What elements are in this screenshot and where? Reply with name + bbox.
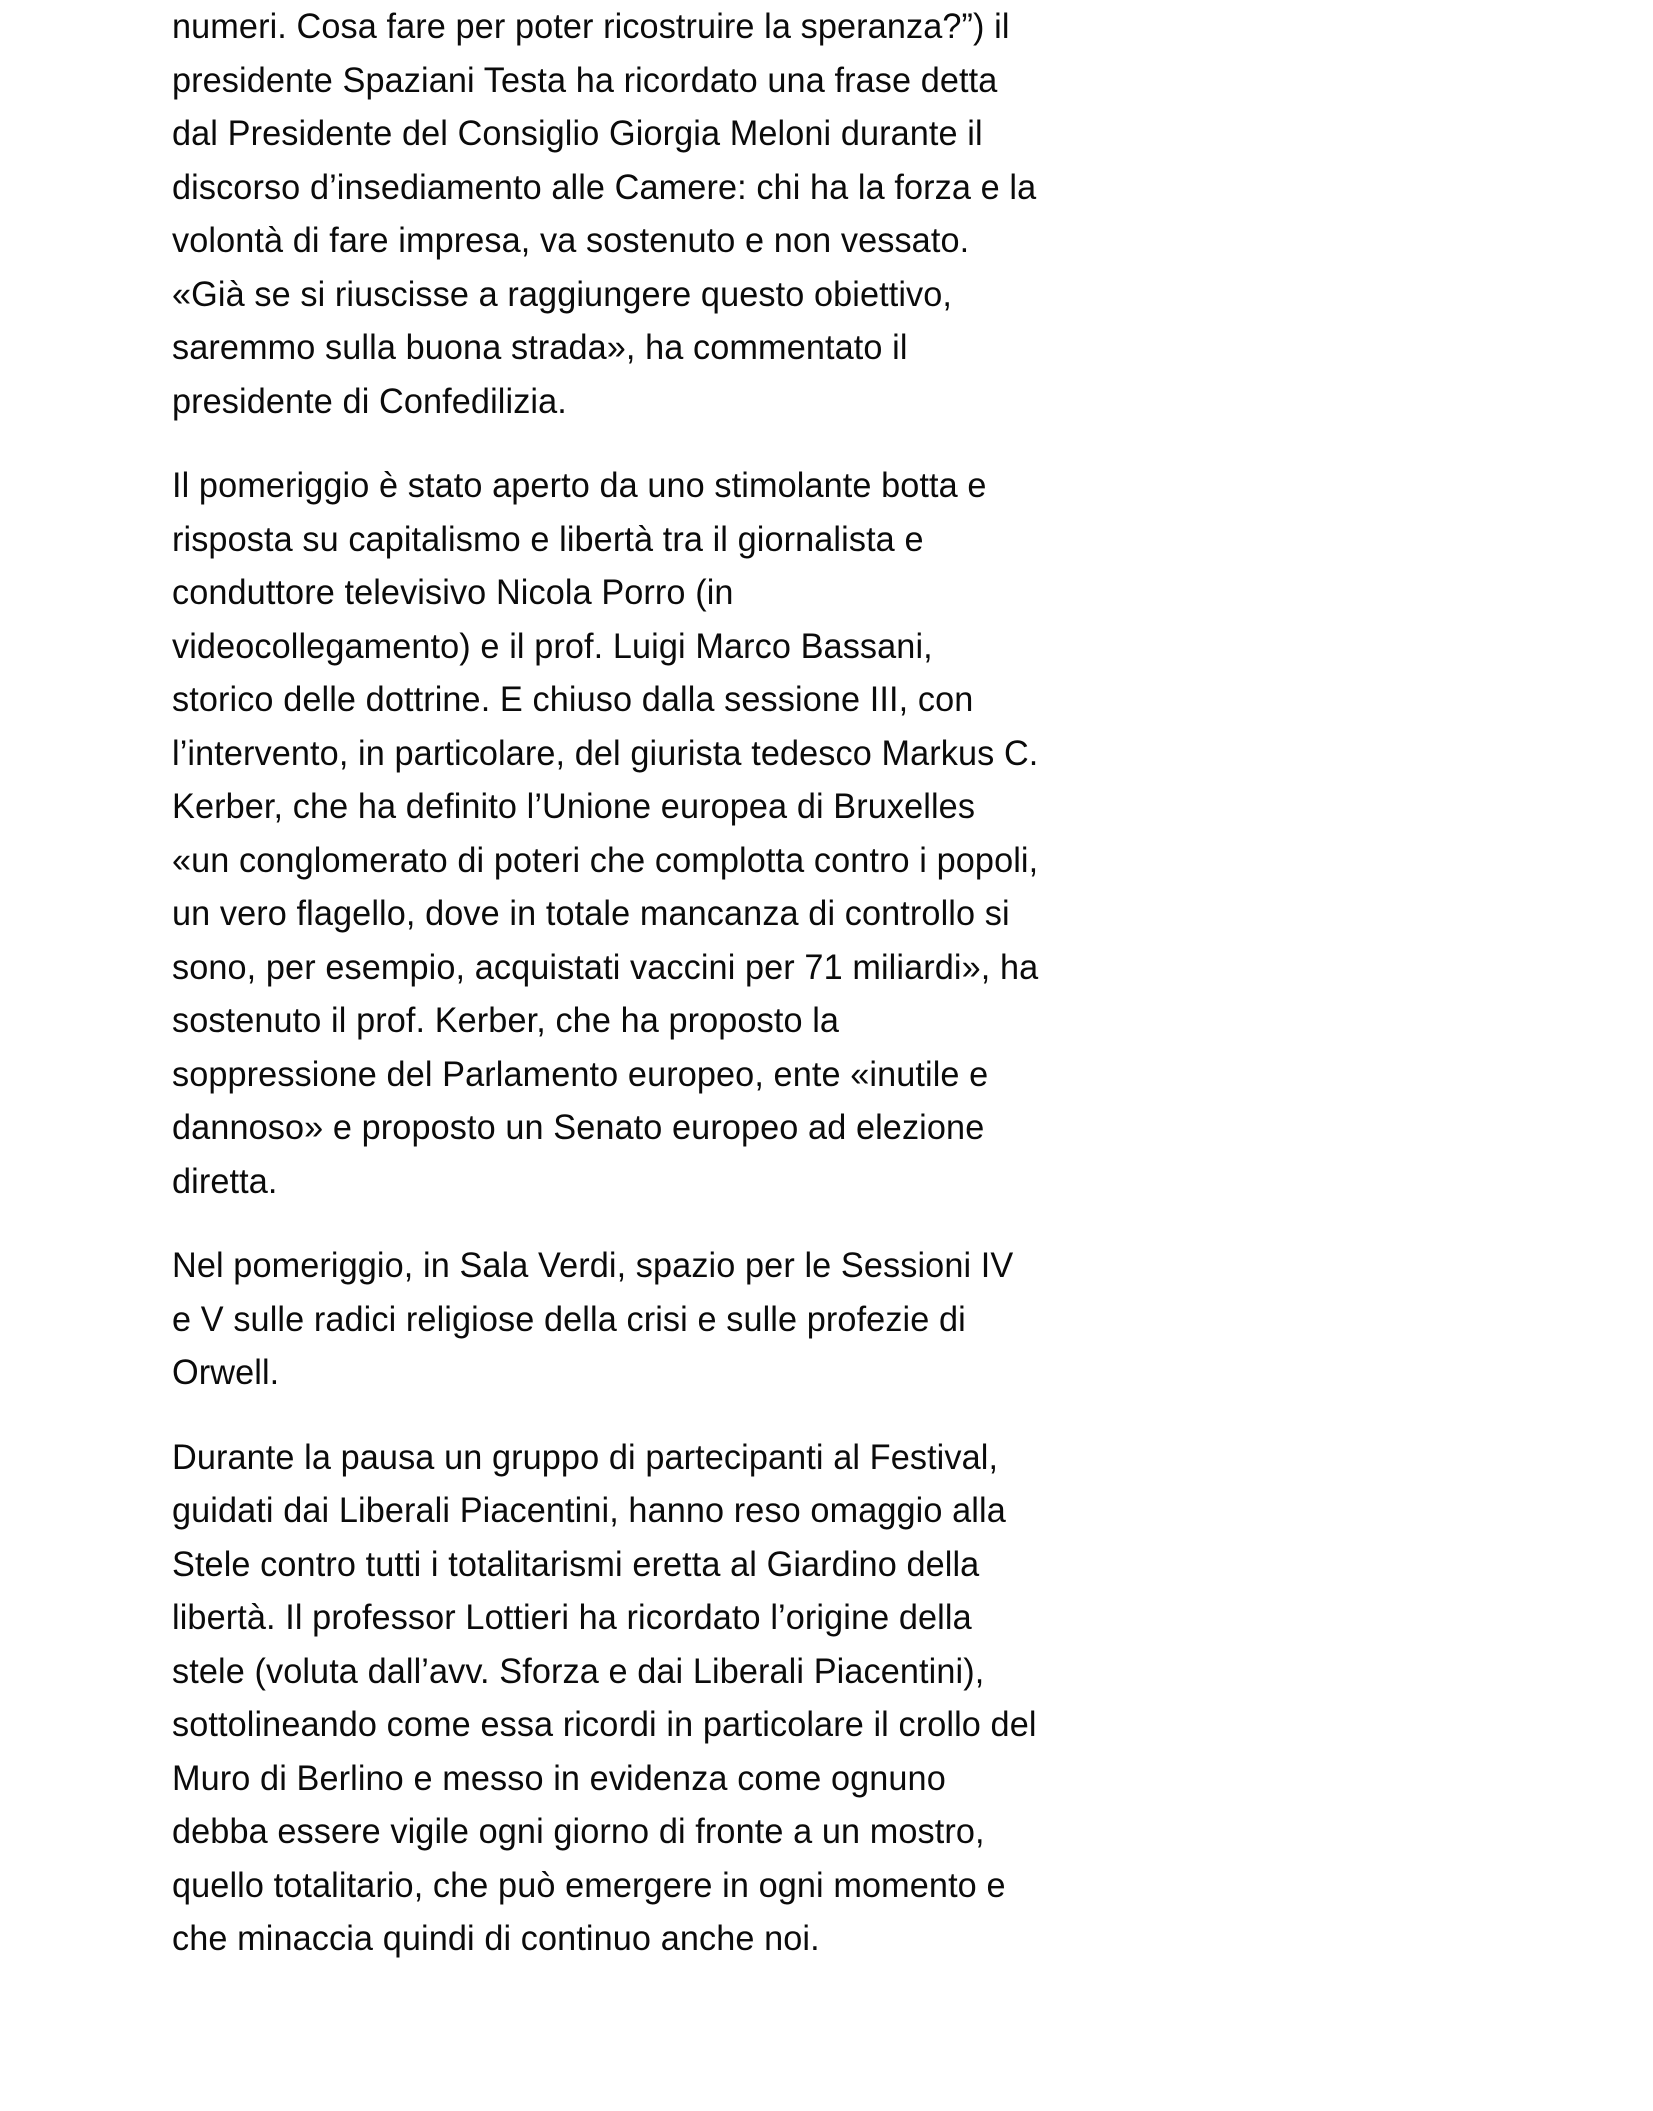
article-paragraph <box>172 0 1072 428</box>
paragraph-text: Nel pomeriggio, in Sala Verdi, spazio per le Sessioni IV e V sulle radici religiose della crisi e sulle profezie di Orwell. <box>172 1245 1014 1392</box>
article-paragraph <box>172 1431 1072 1966</box>
paragraph-text: Il pomeriggio è stato aperto da uno stimolante botta e risposta su capitalismo e libertà tra il giornalista e conduttore televisivo Nicola Porro (in videocollegamento) e il prof. Luigi Marco Bassani, storico delle dottrine. E chiuso dalla sessione III, con l’intervento, in particolare, del giurista tedesco Markus C. Kerber, che ha definito l’Unione europea di Bruxelles «un conglomerato di poteri che complotta contro i popoli, un vero flagello, dove in totale mancanza di controllo si sono, per esempio, acquistati vaccini per 71 miliardi», ha sostenuto il prof. Kerber, che ha proposto la soppressione del Parlamento europeo, ente «inutile e dannoso» e proposto un Senato europeo ad elezione diretta. <box>172 465 1039 1201</box>
article-body <box>172 0 1072 1966</box>
article-paragraph <box>172 459 1072 1208</box>
paragraph-text: Durante la pausa un gruppo di partecipanti al Festival, guidati dai Liberali Piacentini, hanno reso omaggio alla Stele contro tutti i totalitarismi eretta al Giardino della libertà. Il professor Lottieri ha ricordato l’origine della stele (voluta dall’avv. Sforza e dai Liberali Piacentini), sottolineando come essa ricordi in particolare il crollo del Muro di Berlino e messo in evidenza come ognuno debba essere vigile ogni giorno di fronte a un mostro, quello totalitario, che può emergere in ogni momento e che minaccia quindi di continuo anche noi. <box>172 1436 1037 1958</box>
paragraph-text: numeri. Cosa fare per poter ricostruire la speranza?”) il presidente Spaziani Testa ha ricordato una frase detta dal Presidente del Consiglio Giorgia Meloni durante il discorso d’insediamento alle Camere: chi ha la forza e la volontà di fare impresa, va sostenuto e non vessato. «Già se si riuscisse a raggiungere questo obiettivo, saremmo sulla buona strada», ha commentato il presidente di Confedilizia. <box>172 6 1037 421</box>
article-paragraph <box>172 1239 1072 1400</box>
